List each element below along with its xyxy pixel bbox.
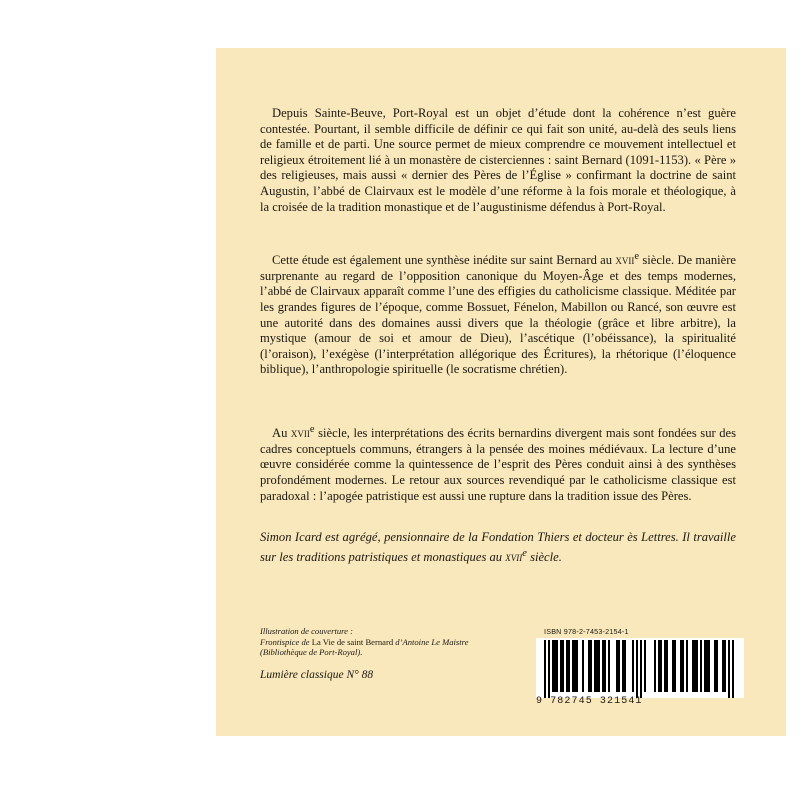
cover-illustration-credit: [260, 626, 520, 658]
barcode-bar: [694, 640, 696, 692]
credit-work-title: La Vie de saint Bernard: [311, 636, 394, 647]
barcode-bar: [568, 640, 570, 692]
barcode-bar: [566, 640, 568, 692]
barcode-bar: [724, 640, 726, 692]
barcode-bar: [716, 640, 718, 692]
barcode-bar: [682, 640, 684, 692]
barcode-bar: [554, 640, 556, 692]
barcode-bar: [588, 640, 590, 692]
barcode-bar: [552, 640, 554, 692]
credit-source: (Bibliothèque de Port-Royal).: [260, 647, 363, 658]
ean-digits: 9 782745 321541: [536, 696, 643, 707]
barcode-bar: [576, 640, 578, 692]
barcode-bar: [618, 640, 620, 692]
barcode-bar: [622, 640, 624, 692]
barcode-bar: [696, 640, 698, 692]
author-bio: [260, 530, 736, 565]
isbn-label: ISBN 978-2-7453-2154-1: [544, 627, 629, 636]
paragraph-3-text-end: siècle, les interprétations des écrits bernardins divergent mais sont fondées sur des cadres conceptuels communs, étrangers à la pensée des moines médiévaux. La lecture d’une œuvre considérée comme la quintessence de l’esprit des Pères conduit ainsi à des synthèses profondément modernes. Le retour aux sources revendiqué par le catholicisme classique est paradoxal : l’apogée patristique est aussi une rupture dans la tradition issue des Pères.: [260, 426, 737, 503]
barcode-bar: [598, 640, 600, 692]
barcode-bar: [560, 640, 562, 692]
barcode-bar: [654, 640, 656, 692]
barcode-bar: [582, 640, 584, 692]
barcode-bar: [594, 640, 596, 692]
summary-paragraph-2: [260, 249, 736, 378]
barcode-bar: [602, 640, 604, 692]
barcode-bar: [604, 640, 606, 692]
century-superscript: e: [634, 251, 640, 262]
paragraph-1-text: Depuis Sainte-Beuve, Port-Royal est un objet d’étude dont la cohérence n’est guère contestée. Pourtant, il semble difficile de définir ce qui fait son unité, au-delà des seuls liens de famille et de parti. Une source permet de mieux comprendre ce mouvement intellectuel et religieux étroitement lié à un monastère de cisterciennes : saint Bernard (1091-1153). « Père » des religieuses, mais aussi « dernier des Pères de l’Église » confirmant la doctrine de saint Augustin, l’abbé de Clairvaux est le modèle d’une réforme à la fois morale et théologique, à la croisée de la tradition monastique et de l’augustinisme défendus à Port-Royal.: [260, 106, 736, 214]
barcode-bar: [556, 640, 558, 692]
barcode-bar: [692, 640, 694, 692]
barcode-bar: [574, 640, 576, 692]
barcode-bar: [672, 640, 674, 692]
century-numeral: xvii: [505, 549, 523, 564]
barcode-bar: [732, 640, 734, 698]
barcode-bar: [640, 640, 642, 698]
barcode-bar: [632, 640, 634, 692]
barcode-block: [536, 627, 744, 707]
barcode-bar: [666, 640, 668, 692]
book-back-cover: [216, 48, 786, 736]
barcode-bar: [562, 640, 564, 692]
paragraph-2-text-start: Cette étude est également une synthèse inédite sur saint Bernard au: [272, 253, 616, 268]
barcode-bar: [660, 640, 662, 692]
barcode-bar: [608, 640, 610, 692]
barcode-bar: [704, 640, 706, 692]
barcode-bar: [636, 640, 638, 698]
credit-label: Illustration de couverture :: [260, 626, 353, 636]
credit-line-end: d’Antoine Le Maistre: [393, 636, 469, 647]
barcode-bar: [680, 640, 682, 692]
summary-paragraph-1: [260, 106, 736, 215]
barcode-bar: [590, 640, 592, 692]
barcode-bar: [686, 640, 688, 692]
summary-paragraph-3: [260, 422, 736, 504]
barcode-bar: [722, 640, 724, 692]
barcode-bar: [714, 640, 716, 692]
barcode-bar: [572, 640, 574, 692]
century-numeral: xvii: [290, 426, 310, 441]
barcode-bar: [700, 640, 702, 692]
author-bio-text-start: Simon Icard est agrégé, pensionnaire de la Fondation Thiers et docteur ès Lettres. Il travaille sur les traditions patristiques et monastiques au: [260, 530, 736, 564]
barcode-bar: [544, 640, 546, 698]
barcode-bar: [658, 640, 660, 692]
barcode-bar: [616, 640, 618, 692]
century-numeral: xvii: [615, 253, 635, 268]
barcode-bar: [664, 640, 666, 692]
credit-line-start: Frontispice de: [260, 636, 312, 647]
barcode-bar: [728, 640, 730, 698]
barcode-bar: [644, 640, 646, 692]
barcode-image: [536, 638, 744, 698]
barcode-bar: [708, 640, 710, 692]
barcode-bar: [548, 640, 550, 698]
century-superscript: e: [309, 424, 315, 435]
barcode-bar: [624, 640, 626, 692]
author-bio-text-end: siècle.: [526, 549, 562, 564]
paragraph-2-text-end: siècle. De manière surprenante au regard de l’opposition canonique du Moyen-Âge et des temps modernes, l’abbé de Clairvaux apparaît comme l’une des effigies du catholicisme classique. Méditée par les grandes figures de l’époque, comme Bossuet, Fénelon, Mabillon ou Rancé, son œuvre est une autorité dans des domaines aussi divers que la théologie (grâce et libre arbitre), la mystique (amour de soi et amour de Dieu), l’ascétique (l’obéissance), la spiritualité (l’oraison), l’exégèse (l’interprétation allégorique des Écritures), la rhétorique (l’éloquence biblique), l’anthropologie spirituelle (le socratisme chrétien).: [260, 253, 736, 377]
collection-series: Lumière classique N° 88: [260, 669, 374, 681]
barcode-bar: [706, 640, 708, 692]
paragraph-3-text-start: Au: [272, 426, 291, 441]
barcode-bar: [596, 640, 598, 692]
century-superscript: e: [522, 547, 527, 559]
barcode-bar: [674, 640, 676, 692]
